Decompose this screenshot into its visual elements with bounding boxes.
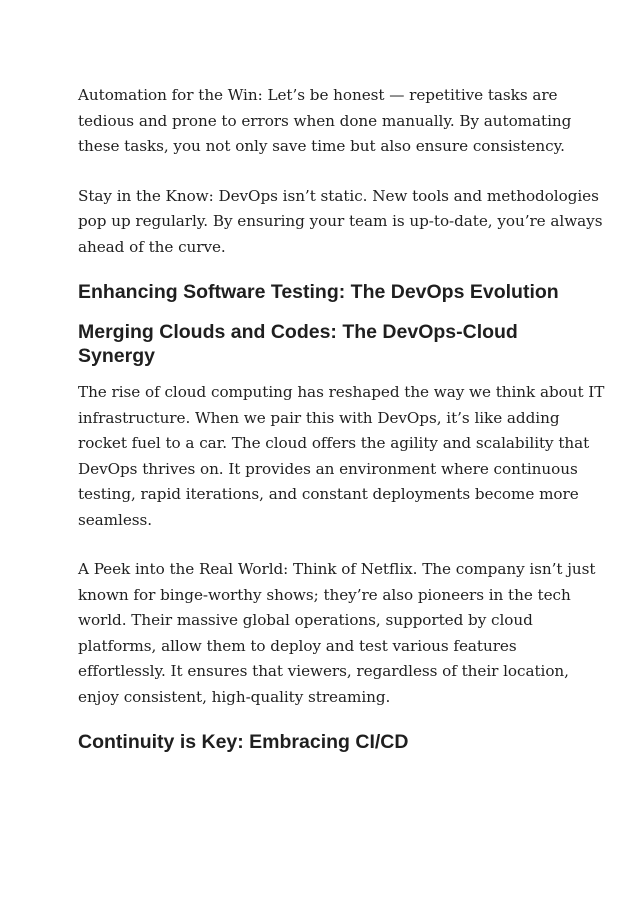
text-line: rocket fuel to a car. The cloud offers the agility and scalability that: [78, 434, 590, 452]
text-line: these tasks, you not only save time but also ensure consistency.: [78, 137, 565, 155]
text-line: infrastructure. When we pair this with DevOps, it’s like adding: [78, 408, 560, 427]
text-line: A Peek into the Real World: Think of Netflix. The company isn’t just: [78, 560, 596, 578]
text-line: pop up regularly. By ensuring your team is up-to-date, you’re always: [78, 212, 603, 230]
text-line: effortlessly. It ensures that viewers, regardless of their location,: [78, 662, 569, 680]
text-line: Stay in the Know: DevOps isn’t static. New tools and methodologies: [78, 186, 599, 205]
text-line: tedious and prone to errors when done manually. By automating: [78, 111, 572, 130]
paragraph-automation: [78, 83, 578, 160]
text-line: enjoy consistent, high-quality streaming.: [78, 687, 391, 706]
text-line: known for binge-worthy shows; they’re also pioneers in the tech: [78, 585, 571, 604]
heading-continuity-is-key: Continuity is Key: Embracing CI/CD: [78, 731, 409, 753]
heading-merging-clouds: [78, 320, 578, 368]
text-line: Automation for the Win: Let’s be honest — repetitive tasks are: [78, 86, 558, 104]
text-line: The rise of cloud computing has reshaped the way we think about IT: [78, 383, 605, 401]
text-line: DevOps thrives on. It provides an environment where continuous: [78, 459, 578, 478]
text-line: ahead of the curve.: [78, 237, 226, 256]
text-line: testing, rapid iterations, and constant deployments become more: [78, 485, 579, 503]
paragraph-cloud-computing: [78, 380, 605, 533]
text-line: seamless.: [78, 510, 153, 529]
text-line: platforms, allow them to deploy and test various features: [78, 636, 517, 655]
heading-line: Synergy: [78, 345, 155, 367]
paragraph-netflix: [78, 557, 596, 710]
document-page: [78, 83, 605, 754]
text-line: world. Their massive global operations, supported by cloud: [78, 611, 533, 629]
heading-enhancing-software-testing: Enhancing Software Testing: The DevOps Evolution: [78, 281, 559, 303]
heading-line: Merging Clouds and Codes: The DevOps-Cloud: [78, 321, 518, 343]
paragraph-stay-in-the-know: [78, 184, 603, 261]
